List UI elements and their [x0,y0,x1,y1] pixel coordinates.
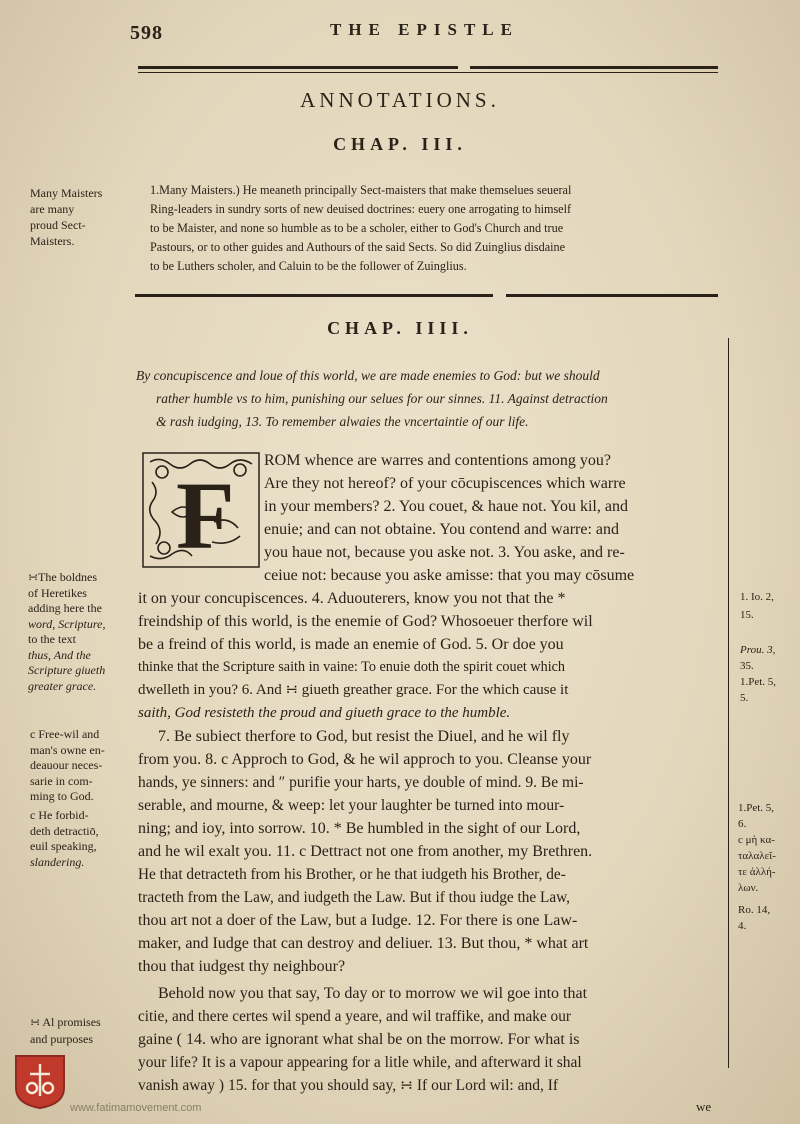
header-rule-left [138,66,458,69]
ref-line: 15. [740,609,754,621]
column-rule-right [728,338,729,1068]
note-line: sarie in com- [30,773,93,788]
chap3-annotation-text [150,181,571,276]
verse-line: freindship of this world, is the enemie of God? Whosoeuer therfore wil [138,613,593,630]
header-rule-thin [138,72,718,73]
catchword: we [696,1099,712,1114]
note-line: euil speaking, [30,839,97,853]
fatima-logo-icon [12,1052,68,1110]
margin-note-line: proud Sect- [30,218,86,232]
ref-line: ταλαλεῖ- [738,850,776,862]
annotation-line: to be Luthers scholer, and Caluin to be the follower of Zuinglius. [150,259,467,273]
verse-line: thou that iudgest thy neighbour? [138,958,346,975]
ref-line: 1.Pet. 5, [738,802,775,814]
ref-1 [740,588,774,624]
ref-3 [738,800,776,896]
note-line: to the text [28,632,76,646]
ref-line: c μὴ κα- [738,834,775,846]
verse-line: saith, God resisteth the proud and giueth grace to the humble. [138,705,511,721]
ref-line: Ro. 14, [738,904,771,916]
verse-line: Behold now you that say, To day or to morrow we wil goe into that [158,985,588,1002]
verse-line: thou art not a doer of the Law, but a Iudge. 12. For there is one Law- [138,912,578,929]
annotation-line: Pastours, or to other guides and Authours of the said Sects. So did Zuinglius disdaine [150,240,566,254]
verse-line: He that detracteth from his Brother, or he that iudgeth his Brother, de- [138,866,566,883]
verse-line: it on your concupiscences. 4. Aduouterers, know you not that the * [138,590,566,607]
section-rule-right [506,294,718,297]
verse-line: be a freind of this world, is made an enemie of God. 5. Or doe you [138,636,564,653]
note-line: deth detractiō, [30,823,99,838]
svg-text:F: F [176,462,235,568]
note-line: and purposes [30,1032,93,1046]
verse-line: in your members? 2. You couet, & haue not. You kil, and [264,498,628,515]
verse-line: gaine ( 14. who are ignorant what shal be on the morrow. For what is [138,1031,580,1048]
note-line: adding here the [28,601,102,615]
chapter-argument [136,364,608,433]
verse-line: ning; and ioy, into sorrow. 10. * Be humbled in the sight of our Lord, [138,820,581,837]
running-title: THE EPISTLE [330,20,519,39]
ref-line: λων. [738,882,759,894]
note-boldnes [28,570,105,694]
chapter-4-title: CHAP. IIII. [327,318,473,338]
ref-line: τε ἀλλή- [738,866,776,878]
note-line: c He forbid- [30,808,89,822]
decorated-initial-f [142,452,260,568]
verse-line: and he wil exalt you. 11. c Dettract not one from another, my Brethren. [138,843,593,860]
verse-line: from you. 8. c Approch to God, & he wil approch to you. Cleanse your [138,751,592,768]
ref-4 [738,902,770,934]
annotation-line: to be Maister, and none so humble as to be a scholer, either to God's Church and true [150,221,564,235]
note-forbid [30,808,99,870]
verse-line: dwelleth in you? 6. And ∺ giueth greather grace. For the which cause it [138,682,569,698]
verse-line: enuie; and can not obtaine. You contend and warre: and [264,521,620,538]
ref-line: 1. Io. 2, [740,591,774,603]
argument-line: & rash iudging, 13. To remember alwaies the vncertaintie of our life. [156,414,529,429]
ref-2 [740,642,776,706]
note-line: deauour neces- [30,758,103,772]
verse-line: maker, and Iudge that can destroy and deliuer. 13. But thou, * what art [138,935,589,952]
section-rule-left [135,294,493,297]
note-line: greater grace. [28,678,97,693]
verse-line: you haue not, because you aske not. 3. You aske, and re- [264,544,625,561]
verse-line: serable, and mourne, & weep: let your laughter be turned into mour- [138,797,565,814]
verse-line: hands, ye sinners: and ″ purifie your harts, ye double of mind. 9. Be mi- [138,774,584,791]
note-line: ming to God. [30,789,94,803]
note-line: c Free-wil and [30,727,100,741]
verse-line: Are they not hereof? of your cōcupiscences which warre [264,475,626,492]
ref-line: 5. [740,692,749,704]
verse-line: 7. Be subiect therfore to God, but resist the Diuel, and he wil fly [158,728,570,745]
ref-line: 6. [738,818,747,830]
ref-line: 4. [738,920,747,932]
verse-line: ROM whence are warres and contentions among you? [264,452,611,469]
verse-line: ceiue not: because you aske amisse: that you may cōsume [264,567,635,584]
header-rule-right [470,66,718,69]
note-line: of Heretikes [28,585,87,600]
argument-line: By concupiscence and loue of this world, we are made enemies to God: but we should [136,368,600,383]
page-number: 598 [130,22,163,44]
ref-line: 35. [740,660,754,672]
note-line: slandering. [30,854,85,869]
note-line: man's owne en- [30,742,105,757]
margin-note-line: are many [30,202,75,216]
note-line: ∺The boldnes [28,570,98,584]
annotation-line: Ring-leaders in sundry sorts of new deuised doctrines: euery one arrogating to himself [150,202,572,216]
note-line: thus, And the [28,647,91,662]
ref-line: 1.Pet. 5, [740,676,777,688]
argument-line: rather humble vs to him, punishing our selues for our sinnes. 11. Against detraction [156,391,608,406]
margin-note-line: Many Maisters [30,186,103,200]
margin-note-line: Maisters. [30,234,75,248]
note-line: Scripture giueth [28,663,106,677]
verse-line: your life? It is a vapour appearing for a litle while, and afterward it shal [138,1054,582,1071]
note-promises [30,1014,101,1048]
website-watermark: www.fatimamovement.com [70,1102,202,1114]
verse-line: thinke that the Scripture saith in vaine: To enuie doth the spirit couet which [138,659,566,675]
ref-line: Prou. 3, [740,644,776,656]
annotations-title: ANNOTATIONS. [300,88,500,112]
note-freewil [30,727,105,805]
verse-line: citie, and there certes wil spend a yeare, and wil traffike, and make our [138,1008,571,1025]
chapter-3-title: CHAP. III. [333,134,467,154]
verse-line: tracteth from the Law, and iudgeth the Law. But if thou iudge the Law, [138,889,571,906]
chap3-margin-note [30,185,102,249]
verse-line: vanish away ) 15. for that you should say, ∺ If our Lord wil: and, If [138,1077,559,1094]
note-line: word, Scripture, [28,616,106,631]
annotation-line: 1.Many Maisters.) He meaneth principally Sect-maisters that make themselues seueral [150,183,572,197]
note-line: ∺ Al promises [30,1015,101,1029]
